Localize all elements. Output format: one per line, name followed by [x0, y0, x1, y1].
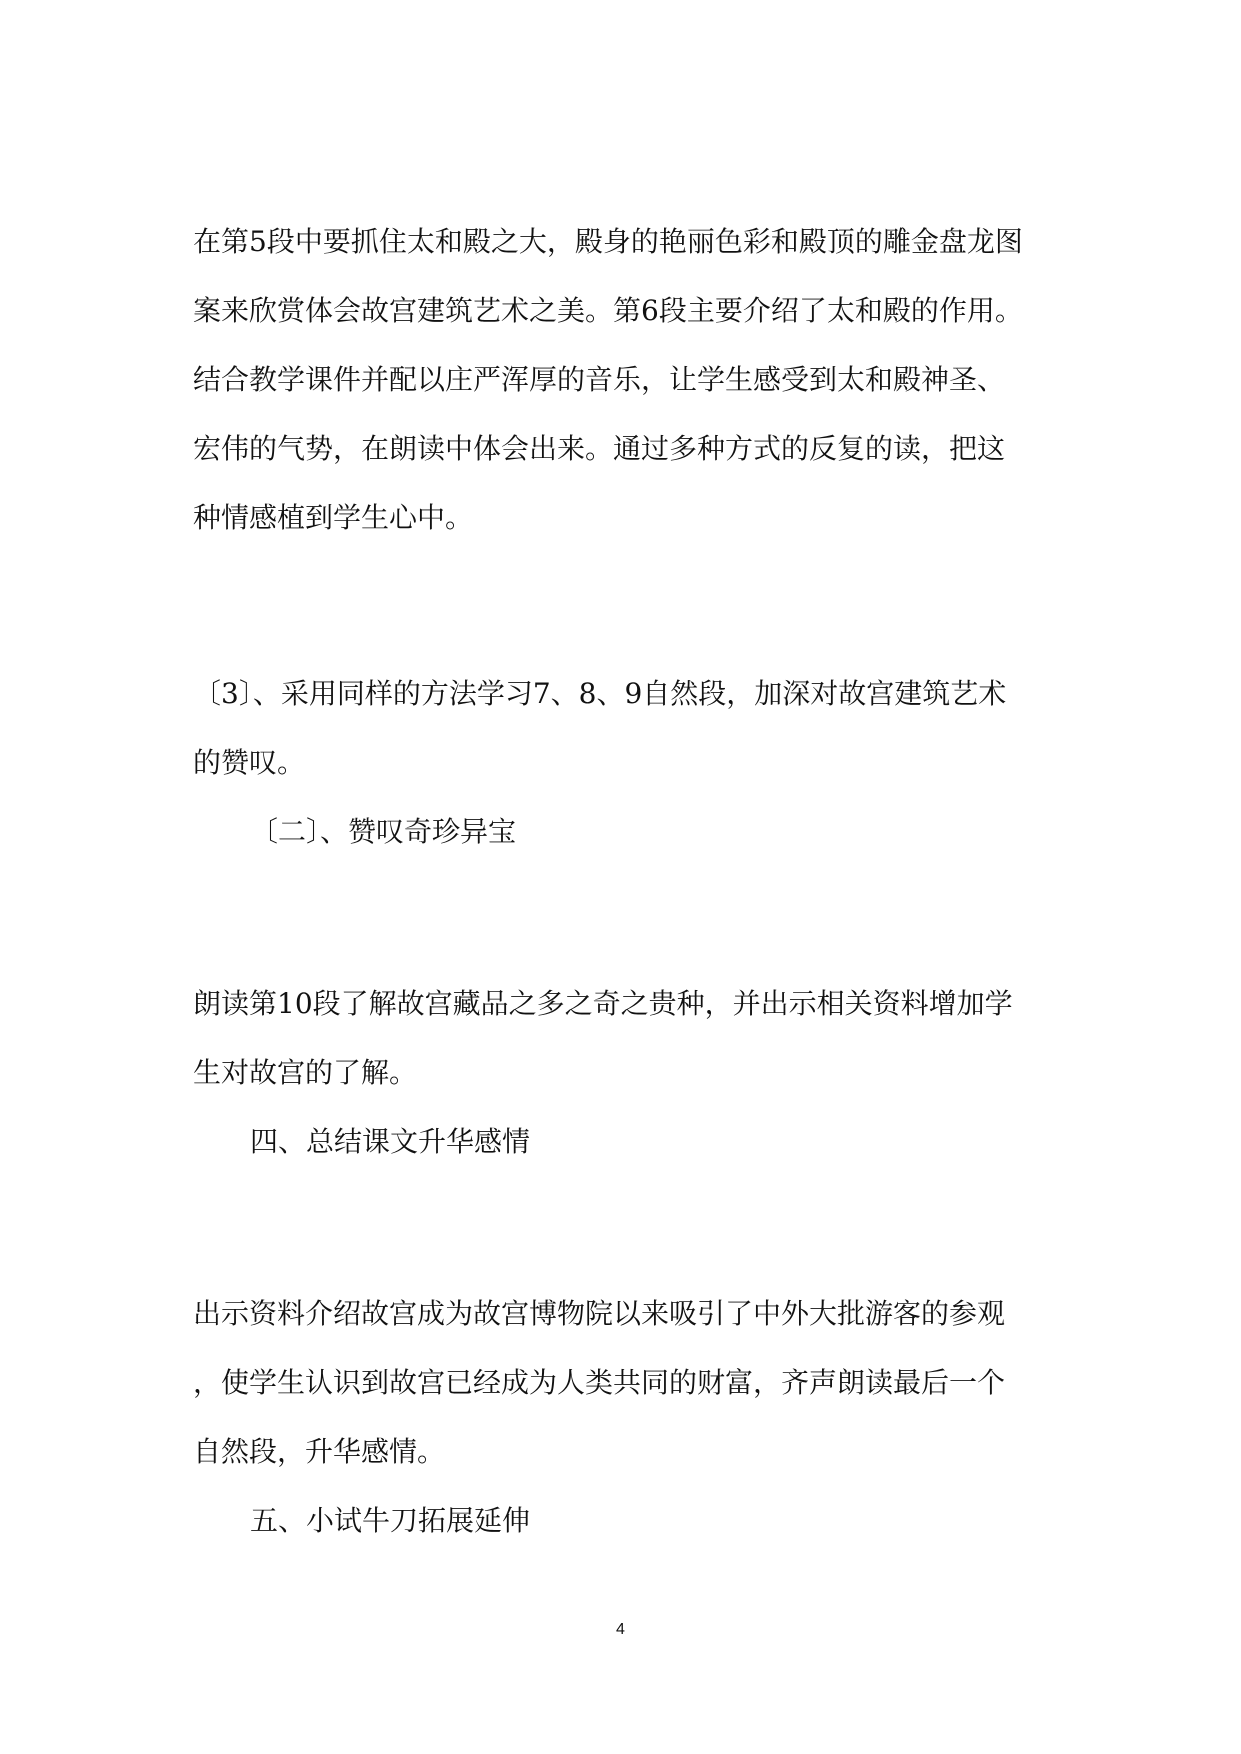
- section-heading-er: 〔二〕、赞叹奇珍异宝: [250, 815, 517, 848]
- paragraph-4-line-1: 朗读第10段了解故宫藏品之多之奇之贵种，并出示相关资料增加学: [193, 987, 1013, 1020]
- paragraph-6-line-2: ，使学生认识到故宫已经成为人类共同的财富，齐声朗读最后一个: [193, 1366, 1006, 1399]
- paragraph-1-line-5: 种情感植到学生心中。: [193, 501, 474, 534]
- section-heading-si: 四、总结课文升华感情: [250, 1125, 531, 1158]
- paragraph-1-line-1: 在第5段中要抓住太和殿之大，殿身的艳丽色彩和殿顶的雕金盘龙图: [193, 225, 1023, 258]
- paragraph-1-line-4: 宏伟的气势，在朗读中体会出来。通过多种方式的反复的读，把这: [193, 432, 1006, 465]
- paragraph-1-line-2: 案来欣赏体会故宫建筑艺术之美。第6段主要介绍了太和殿的作用。: [193, 294, 1023, 327]
- page-number: 4: [616, 1621, 625, 1638]
- paragraph-2-line-2: 的赞叹。: [193, 746, 306, 779]
- paragraph-4-line-2: 生对故宫的了解。: [193, 1056, 418, 1089]
- paragraph-1-line-3: 结合教学课件并配以庄严浑厚的音乐，让学生感受到太和殿神圣、: [193, 363, 1006, 396]
- paragraph-6-line-1: 出示资料介绍故宫成为故宫博物院以来吸引了中外大批游客的参观: [193, 1297, 1006, 1330]
- paragraph-6-line-3: 自然段，升华感情。: [193, 1435, 446, 1468]
- section-heading-wu: 五、小试牛刀拓展延伸: [250, 1504, 531, 1537]
- paragraph-2-line-1: 〔3〕、采用同样的方法学习7、8、9自然段，加深对故宫建筑艺术: [193, 677, 1007, 710]
